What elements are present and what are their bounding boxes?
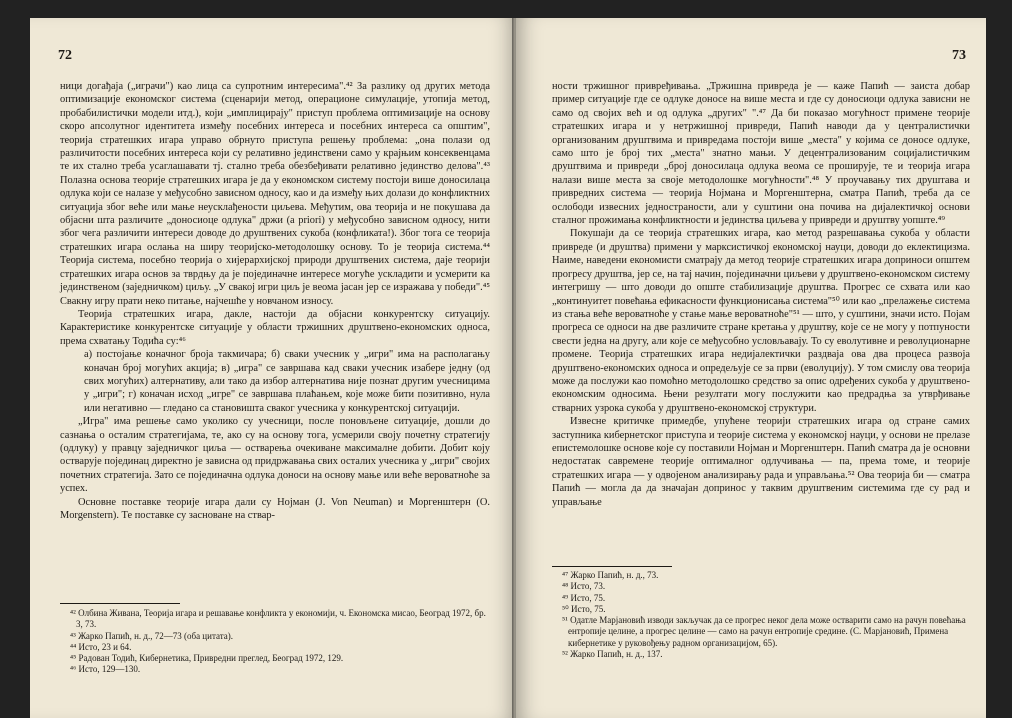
footnote: ⁴⁴ Исто, 23 и 64. xyxy=(70,641,132,652)
paragraph: ници догађаја („играчи") као лица са супротним интересима".⁴² За разлику од других метода оптимизације економског система (сценарији метод, операционе симулације, утопија метод, пробабилистички модели итд.), који „имплицирају" приступ проблема оптимизације на основу скоро апсолутног идентитета између посебних интереса и посебних интереса са општим", теорија стратешких игара управо обрнуто приступа решењу проблема: „она полази од различитости посебних интереса који су релативно јединствени само у крајњим консеквенцама те их стално треба усаглашавати тј. стално треба обезбеђивати релативно јединство делова".⁴³ Полазна основа теорије стратешких игара је да у економском систему постоји више доносилаца одлука који се налазе у међусобно зависном односу, као и да између њих долази до конфликтних ситуација због веће или мање неусклађености циљева. Међутим, ова теорија и не покушава да објасни шта различите „доносиоце одлука" држи (a priori) у међусобно зависном односу, нити због чега различити интереси доводе до друштвених сукоба (конфликата!). Због тога се теорија стратешких игара ослања на ширу теоријско-методолошку основу. То је теорија система.⁴⁴ Теорија система, посебно теорија о хијерархијској природи друштвених система, даје теорији стратешких игара основ за тврдњу да је појединачне интересе могуће ускладити и усмерити ка јединственом (заједничком) циљу. „У свакој игри циљ је веома јасан јер се изражава у победи".⁴⁵ Свакну игру прати неко питање, најчешће у новчаном износу. xyxy=(60,81,490,307)
paragraph: Теорија стратешких игара, дакле, настоји да објасни конкурентску ситуацију. Карактеристике конкурентске ситуације у области тржишних друштвено-економских односа, према схватању Тодића су:⁴⁶ xyxy=(60,308,490,347)
right-footnotes xyxy=(552,570,970,660)
paragraph: Покушаји да се теорија стратешких игара, као метод разрешавања сукоба у области привреде (и друштва) примени у марксистичкој економској науци, доводи до еклектицизма. Наиме, наведени економисти сматрају да метод теорије стратешких игара доприноси општем прогресу друштва, јер се, на тај начин, појединачни циљеви у друштвено-економском систему интегришу — што доводи до опште стабилизације друштва. Прогрес се схвата или као „континуитет повећања ефикасности функционисања система"⁵⁰ или као „прелажење система из стања веће вероватноће у стање мање вероватноће"⁵¹ — што, у суштини, значи исто. Појам прогреса се односи на две различите стране кретања у друштву, које се не могу у потпуности свести једна на другу, али које се међусобно условљавају. То су еволутивне и револуционарне промене. Теорија стратешких игара недијалектички раздваја ова два процеса развоја друштвено-економских односа и опредељује се за први (еволуцију). У том смислу ова теорија може да послужи као помоћно методолошко средство за опис одређених сукоба у друштвено-економским односима. Њени резултати могу послужити као предрадња за утврђивање стварних узрока сукоба у друштвено-економској структури. xyxy=(552,228,970,414)
paragraph: а) постојање коначног броја такмичара; б) сваки учесник у „игри" има на располагању коначан број могућих акција; в) „игра" се завршава кад сваки учесник изабере једну (од свих могућих) алтернативу, али тако да избор алтернатива није познат другим учесницима у „игри"; г) коначан исход „игре" се завршава плаћањем, које може бити позитивно, нула или негативно — гледано са становишта сваког учесника у конкурентској ситуацији. xyxy=(84,349,490,414)
page-number-left: 72 xyxy=(58,48,72,63)
left-body-text xyxy=(60,80,490,522)
right-page xyxy=(516,18,986,718)
footnote: ⁴⁶ Исто, 129—130. xyxy=(70,664,141,675)
footnote: ⁵² Жарко Папић, н. д., 137. xyxy=(562,649,663,660)
footnote: ⁴⁹ Исто, 75. xyxy=(562,592,606,603)
paragraph: ности тржишног привређивања. „Тржишна привреда је — каже Папић — заиста добар пример ситуације где се одлуке доносе на више места и где су доносиоци одлука зависни не само од својих већ и од одлука „других" ".⁴⁷ Да би показао могућност примене теорије стратешких игара и у нетржишној привреди, Папић наводи да у централистички организованим друштвима и привредама постоји више „места" у којима се доносе одлуке, само што је број тих „места" знатно мањи. У децентрализованим социјалистичким друштвима и привреди „број доносилаца одлука веома се проширује, те и теорија игара налази више места за своје методолошке могућности".⁴⁸ У проучавању тих друштава и привредних система — теорија Нојмана и Моргенштерна, сматра Папић, треба да се ослободи извесних једностраности, али у суштини она почива на дијалектичкој основи сталног прожимања конфликтности и јединства циљева у привреди и друштву уопште.⁴⁹ xyxy=(552,81,970,227)
paragraph: Извесне критичке примедбе, упућене теорији стратешких игара од стране самих заступника кибернетског приступа и теорије система у економској науци, у основи не прелазе епистемолошке основе које су поставили Нојман и Моргенштерн. Папић сматра да је основни недостатак савремене теорије оптималног одлучивања — па, према томе, и теорије стратешких игара — у одвојеном анализирању рада и управљања.⁵² Ова теорија би — сматра Папић — могла да да значајан допринос у таквим друштвеним системима где су рад и управљање xyxy=(552,416,970,508)
right-body-text xyxy=(552,80,970,509)
paragraph: Основне поставке теорије игара дали су Нојман (J. Von Neuman) и Моргенштерн (O. Morgenstern). Те поставке су засноване на ствар- xyxy=(60,496,490,521)
footnote: ⁴⁸ Исто, 73. xyxy=(562,581,606,592)
footnote: ⁴⁵ Радован Тодић, Кибернетика, Привредни преглед, Београд 1972, 129. xyxy=(70,653,344,664)
footnote: ⁴⁷ Жарко Папић, н. д., 73. xyxy=(562,570,659,580)
left-page xyxy=(30,18,516,718)
footnote-rule xyxy=(60,603,180,604)
footnote-rule xyxy=(552,566,672,567)
paragraph: „Игра" има решење само уколико су учесници, после поновљене ситуације, дошли до сазнања о осталим стратегијама, те, ако су на основу тога, усмерили своју почетну стратегију (одлуку) у правцу заједничког циља — остварења очекиване максималне добити. Добит коју остварује појединац директно је зависна од придржавања свих осталих учесника у „игри" својих почетних стратегија. Зато се појединачна одлука доноси на основу мање или веће вероватноће за успех. xyxy=(60,416,490,495)
left-footnotes xyxy=(60,608,490,676)
page-number-right: 73 xyxy=(952,48,966,63)
footnote: ⁴³ Жарко Папић, н. д., 72—73 (оба цитата). xyxy=(70,630,234,641)
footnote: ⁴² Олбина Живана, Теорија игара и решавање конфликта у економији, ч. Економска мисао, Београд 1972, бр. 3, 73. xyxy=(70,608,486,630)
footnote: ⁵¹ Одатле Марјановић изводи закључак да се прогрес неког дела може остварити само на рачун повећања ентропије целине, а прогрес целине — само на рачун ентропије средине. (С. Марјановић, Примена кибернетике у руковођењу радном организацијом, 65). xyxy=(562,615,966,648)
footnote: ⁵⁰ Исто, 75. xyxy=(562,603,606,614)
